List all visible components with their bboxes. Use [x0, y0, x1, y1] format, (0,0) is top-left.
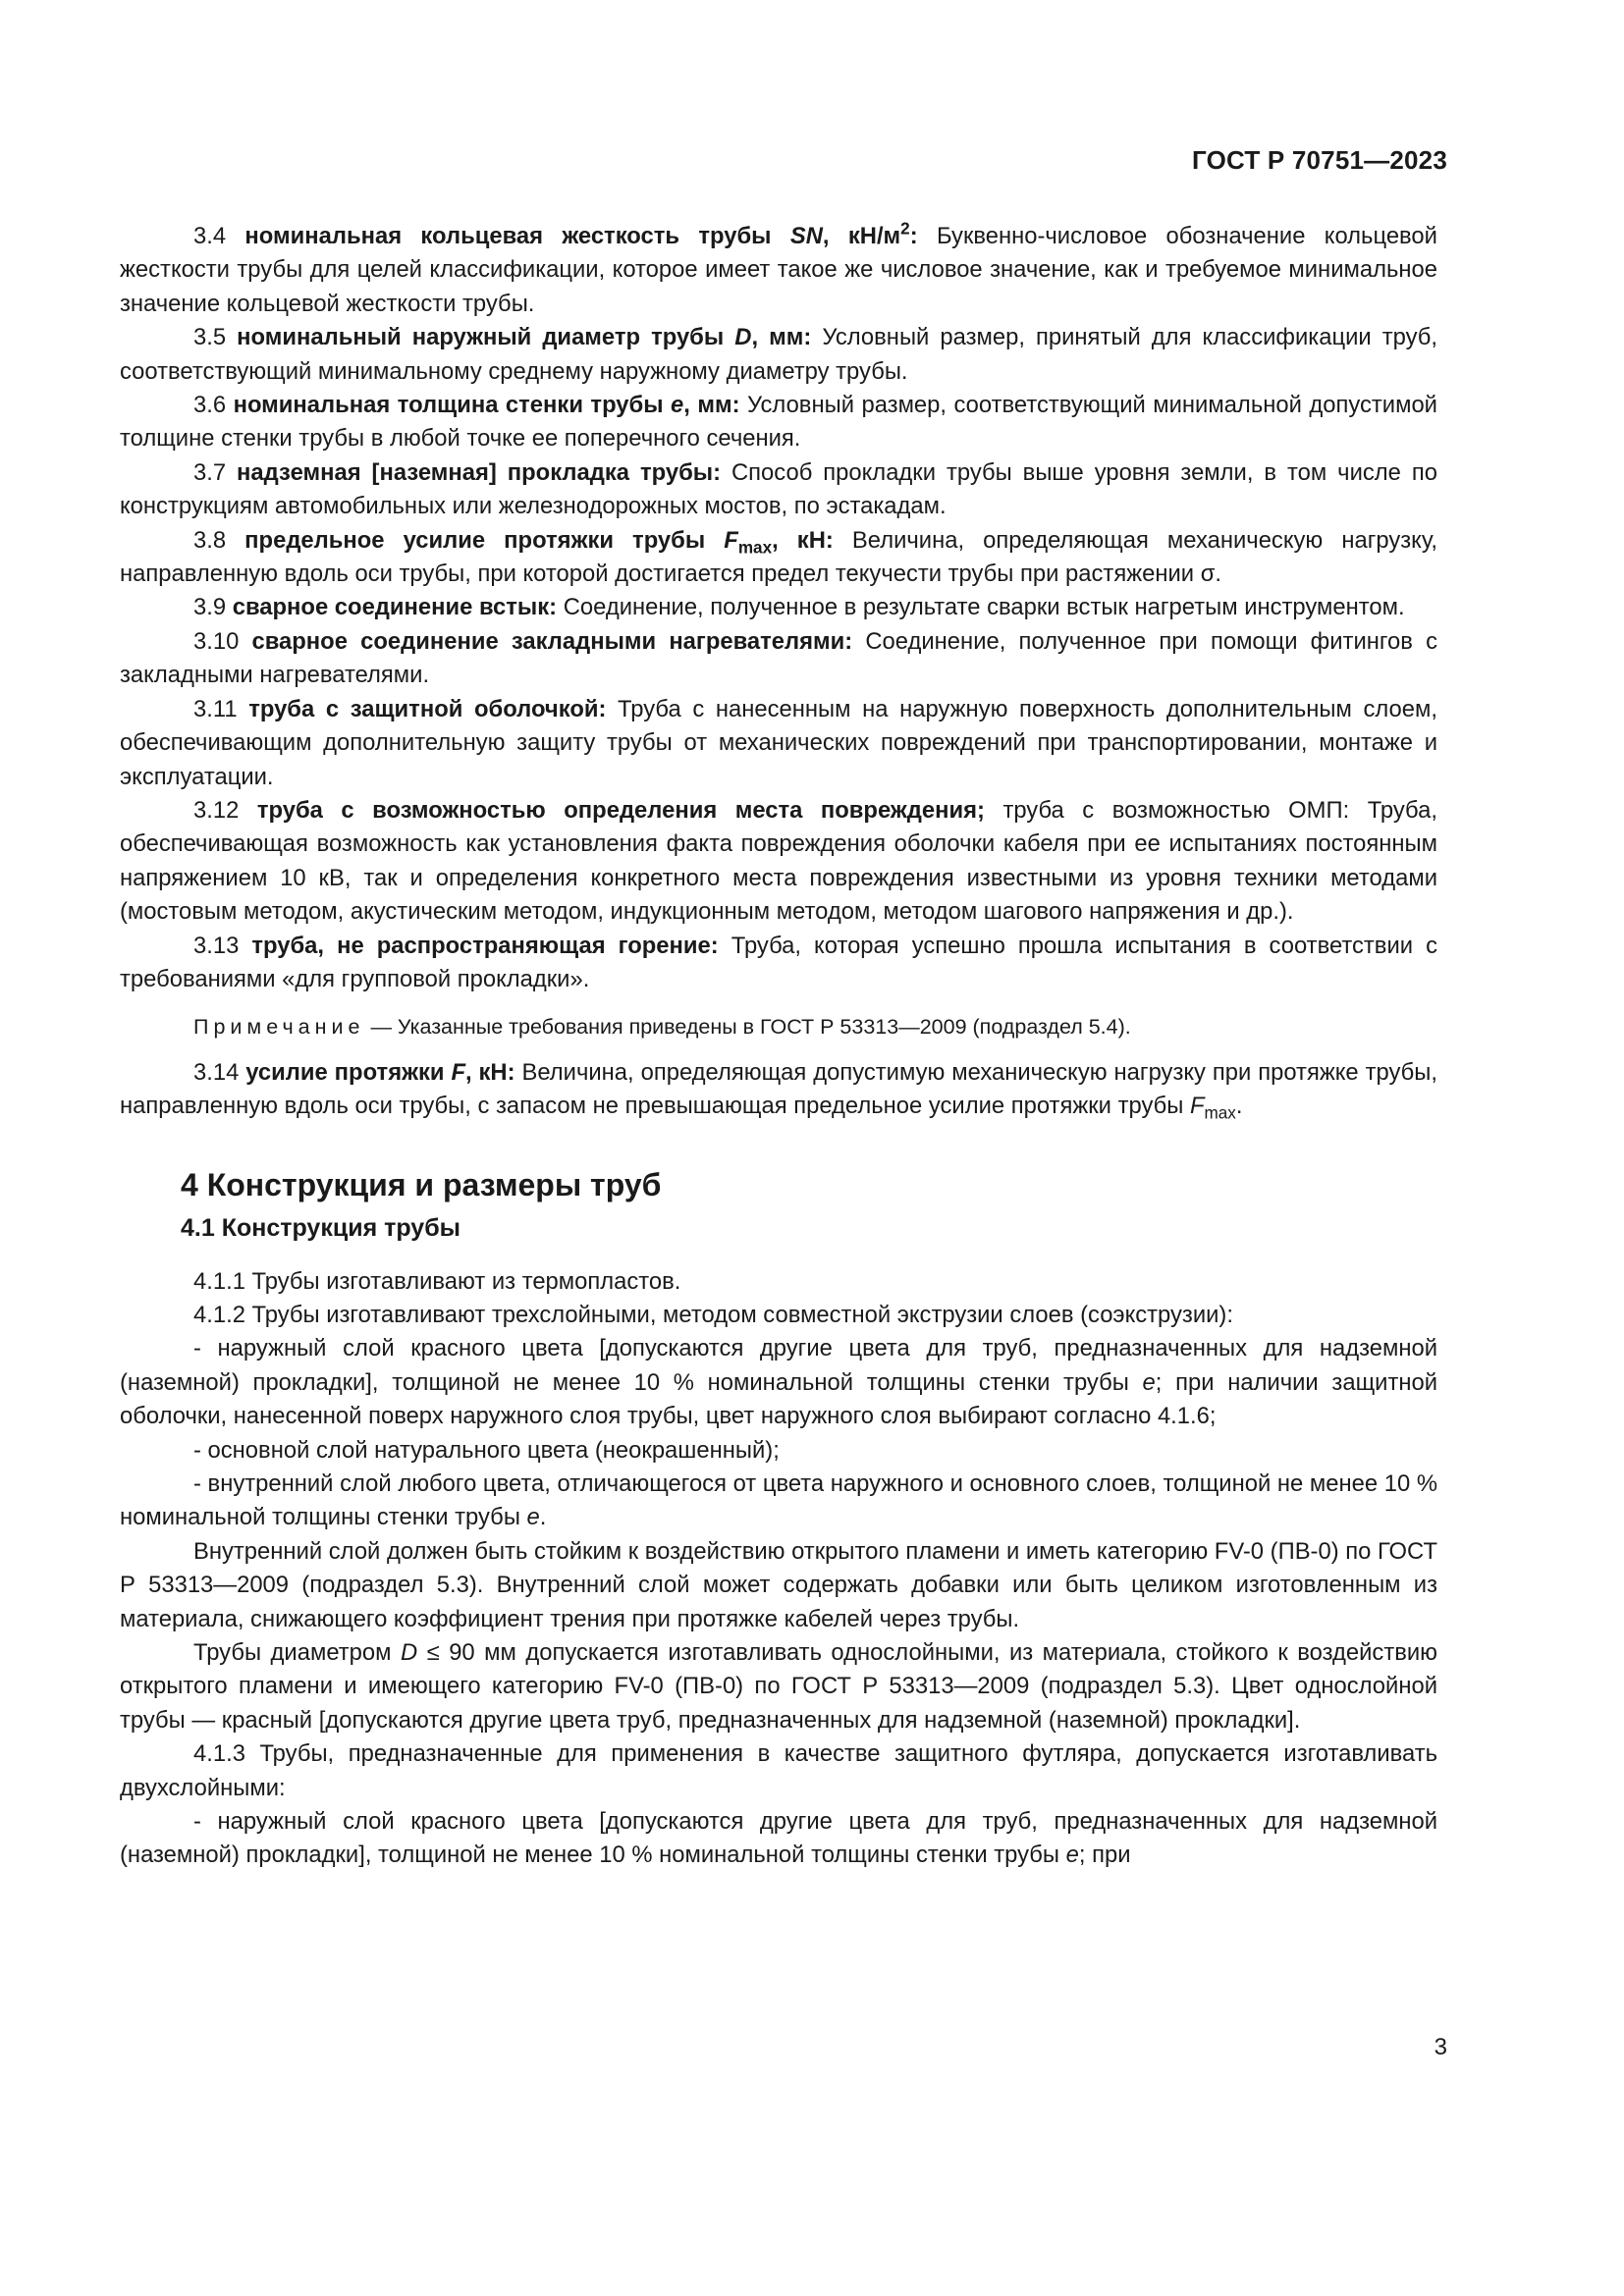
- term-end: , кН:: [464, 1058, 515, 1086]
- definition-text: Величина, определяющая допустимую механическую нагрузку при протяжке трубы, направленную вдоль оси трубы, с запасом не превышающая предельное усилие протяжки трубы: [120, 1058, 1437, 1120]
- paragraph-3-6: [120, 389, 1437, 456]
- tail-end: .: [1235, 1093, 1243, 1120]
- term-symbol: D: [734, 324, 752, 351]
- page-content: [120, 220, 1437, 1873]
- list-text: .: [539, 1504, 547, 1531]
- term-symbol: e: [671, 392, 684, 419]
- paragraph-number: 3.9: [193, 594, 227, 621]
- paragraph-number: 3.7: [193, 458, 227, 486]
- term-name: номинальная толщина стенки трубы: [233, 392, 664, 419]
- note: [120, 1010, 1437, 1043]
- paragraph-3-14: [120, 1056, 1437, 1124]
- definition-text: Труба, которая успешно прошла испытания в соответствии с требованиями «для групповой прокладки».: [120, 932, 1437, 992]
- term-symbol: F: [724, 526, 738, 554]
- term: труба с возможностью определения места повреждения;: [256, 796, 985, 824]
- definition-text: Величина, определяющая механическую нагрузку, направленную вдоль оси трубы, при которой достигается предел текучести трубы при растяжении σ.: [120, 526, 1437, 588]
- paragraph-inner-layer: Внутренний слой должен быть стойким к воздействию открытого пламени и иметь категорию FV-0 (ПВ-0) по ГОСТ Р 53313—2009 (подраздел 5.3). Внутренний слой может содержать добавки или быть целиком изготовленным из материала, снижающего коэффициент трения при протяжке кабелей через трубы.: [120, 1537, 1437, 1632]
- page-number: 3: [1434, 2034, 1447, 2060]
- definition-text: труба с возможностью ОМП: Труба, обеспечивающая возможность как установления факта повреждения оболочки кабеля при ее испытаниях постоянным напряжением 10 кВ, так и определения конкретного места повреждения известными из уровня техники методами (мостовым методом, акустическим методом, индукционным методом, методом шагового напряжения и др.).: [120, 796, 1437, 926]
- definition-text: Способ прокладки трубы выше уровня земли, в том числе по конструкциям автомобильных или железнодорожных мостов, по эстакадам.: [120, 458, 1437, 520]
- term-name: предельное усилие протяжки трубы: [244, 526, 706, 554]
- term: надземная [наземная] прокладка трубы:: [237, 458, 722, 486]
- term-end: , мм:: [683, 392, 740, 419]
- term-end: , мм:: [751, 324, 812, 351]
- term-name: номинальная кольцевая жесткость трубы: [244, 223, 772, 249]
- term-symbol: SN: [789, 223, 823, 249]
- definition-text: Буквенно-числовое обозначение кольцевой жесткости трубы для целей классификации, которое имеет такое же числовое значение, как и требуемое минимальное значение кольцевой жесткости трубы.: [120, 223, 1437, 317]
- definition-text: Соединение, полученное в результате сварки встык нагретым инструментом.: [563, 594, 1405, 621]
- paragraph-3-7: [120, 456, 1437, 524]
- term: [245, 1059, 514, 1086]
- definition-text: Труба с нанесенным на наружную поверхность дополнительным слоем, обеспечивающим дополнительную защиту трубы от механических повреждений при транспортировании, монтаже и эксплуатации.: [120, 695, 1437, 790]
- definition-text: Соединение, полученное при помощи фитингов с закладными нагревателями.: [120, 627, 1437, 689]
- paragraph-4-1-3: 4.1.3 Трубы, предназначенные для применения в качестве защитного футляра, допускается изготавливать двухслойными:: [120, 1740, 1437, 1801]
- paragraph-3-11: [120, 693, 1437, 794]
- term: сварное соединение встык:: [232, 594, 558, 621]
- term: труба с защитной оболочкой:: [248, 695, 607, 722]
- list-text: - наружный слой красного цвета [допускаются другие цвета для труб, предназначенных для надземной (наземной) прокладки], толщиной не менее 10 % номинальной толщины стенки трубы: [120, 1808, 1437, 1869]
- paragraph-4-1-1: 4.1.1 Трубы изготавливают из термопластов.: [193, 1267, 681, 1295]
- list-text: ; при наличии защитной оболочки, нанесенной поверх наружного слоя трубы, цвет наружного слоя выбирают согласно 4.1.6;: [120, 1368, 1438, 1430]
- term-symbol: F: [451, 1058, 465, 1086]
- paragraph-number: 3.6: [193, 392, 227, 419]
- paragraph-number: 3.14: [193, 1058, 240, 1086]
- paragraph-number: 3.4: [193, 223, 227, 249]
- paragraph-4-1-2: 4.1.2 Трубы изготавливают трехслойными, методом совместной экструзии слоев (соэкструзии):: [193, 1301, 1233, 1328]
- paragraph-number: 3.12: [193, 796, 240, 824]
- definition-text: Условный размер, принятый для классификации труб, соответствующий минимальному среднему наружному диаметру трубы.: [120, 324, 1437, 385]
- paragraph-number: 3.8: [193, 526, 227, 554]
- term-superscript: 2: [900, 218, 910, 239]
- tail-subscript: max: [1204, 1102, 1236, 1123]
- subsection-title: 4.1 Конструкция трубы: [181, 1213, 460, 1242]
- list-item-outer-layer-2: [120, 1805, 1437, 1873]
- paragraph-3-4: [120, 220, 1437, 321]
- paragraph-text: Трубы диаметром: [193, 1639, 392, 1667]
- term-name: усилие протяжки: [245, 1058, 445, 1086]
- paragraph-number: 3.11: [193, 695, 238, 722]
- term: [234, 392, 740, 418]
- note-label: Примечание: [193, 1015, 365, 1040]
- symbol: e: [526, 1504, 540, 1531]
- list-item-inner-layer: [120, 1468, 1437, 1535]
- paragraph-text: ≤ 90 мм допускается изготавливать однослойными, из материала, стойкого к воздействию открытого пламени и имеющего категорию FV-0 (ПВ-0) по ГОСТ Р 53313—2009 (подраздел 5.3). Цвет однослойной трубы — красный [допускаются другие цвета труб, предназначенных для надземной (наземной) прокладки].: [120, 1639, 1437, 1734]
- note-text: — Указанные требования приведены в ГОСТ Р 53313—2009 (подраздел 5.4).: [370, 1015, 1131, 1040]
- paragraph-3-8: [120, 524, 1437, 592]
- term-end: , кН:: [772, 526, 834, 554]
- list-text: - наружный слой красного цвета [допускаются другие цвета для труб, предназначенных для надземной (наземной) прокладки], толщиной не менее 10 % номинальной толщины стенки трубы: [120, 1335, 1437, 1396]
- symbol: e: [1142, 1368, 1156, 1396]
- term-name: номинальный наружный диаметр трубы: [237, 324, 725, 351]
- paragraph-3-10: [120, 625, 1437, 693]
- paragraph-3-12: [120, 794, 1437, 930]
- paragraph-3-13: [120, 930, 1437, 997]
- list-text: - внутренний слой любого цвета, отличающегося от цвета наружного и основного слоев, толщиной не менее 10 % номинальной толщины стенки трубы: [120, 1470, 1437, 1531]
- section-title: 4 Конструкция и размеры труб: [181, 1166, 662, 1202]
- term: труба, не распространяющая горение:: [251, 932, 719, 959]
- term-end: :: [909, 223, 918, 249]
- paragraph-number: 3.13: [193, 932, 240, 959]
- term: [244, 218, 918, 249]
- term-subscript: max: [737, 537, 773, 558]
- definition-text: Условный размер, соответствующий минимальной допустимой толщине стенки трубы в любой точке ее поперечного сечения.: [120, 392, 1437, 453]
- paragraph-number: 3.10: [193, 627, 240, 655]
- list-item-outer-layer: [120, 1332, 1437, 1433]
- term-unit: , кН/м: [822, 223, 901, 249]
- term: [244, 526, 834, 558]
- document-header: ГОСТ Р 70751—2023: [1192, 145, 1447, 175]
- paragraph-single-layer: [120, 1636, 1437, 1737]
- tail-symbol: F: [1189, 1093, 1205, 1120]
- list-item-main-layer: - основной слой натурального цвета (неокрашенный);: [193, 1436, 780, 1464]
- paragraph-number: 3.5: [193, 324, 227, 351]
- symbol: D: [400, 1639, 418, 1667]
- symbol: e: [1065, 1842, 1079, 1869]
- paragraph-3-9: [120, 591, 1437, 624]
- term: [237, 324, 811, 350]
- paragraph-3-5: [120, 321, 1437, 389]
- term: сварное соединение закладными нагревателями:: [251, 627, 853, 655]
- list-text: ; при: [1078, 1842, 1131, 1869]
